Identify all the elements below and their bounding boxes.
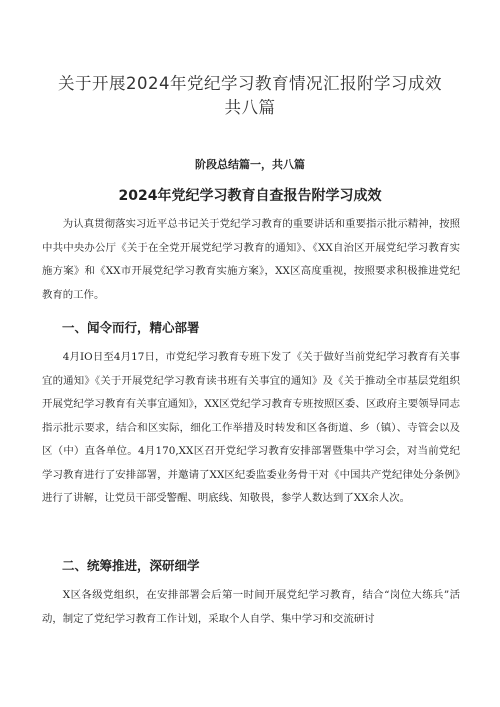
report-title: 2024年党纪学习教育自查报告附学习成效 bbox=[118, 188, 382, 204]
intro-paragraph: 为认真贯彻落实习近平总书记关于党纪学习教育的重要讲话和重要指示批示精神，按照中共中央办公厅《关于在全党开展党纪学习教育的通知》、《XX自治区开展党纪学习教育实施方案》和《XX市开展党纪学习教育实施方案》，XX区高度重视，按照要求积极推进党纪教育的工作。 bbox=[42, 218, 460, 301]
section-heading-2: 二、统筹推进，深研细学 bbox=[62, 558, 200, 573]
stage-summary-title: 阶段总结篇一，共八篇 bbox=[195, 158, 305, 171]
document-title-line1: 关于开展2024年党纪学习教育情况汇报附学习成效 bbox=[58, 74, 442, 93]
section-heading-1: 一、闻令而行，精心部署 bbox=[62, 320, 200, 335]
section1-paragraph: 4月IO日至4月17日，市党纪学习教育专班下发了《关于做好当前党纪学习教育有关事宜的通知》《关于开展党纪学习教育读书班有关事宜的通知》及《关于推动全市基层党组织开展党纪学习教育有关事宜通知》，XX区党纪学习教育专班按照区委、区政府主要领导同志指示批示要求，结合和区实际，细化工作举措及时转发和区各街道、乡（镇）、寺管会以及区（中）直各单位。4月170,XX区召开党纪学习教育安排部署暨集中学习会，对当前党纪学习教育进行了安排部署，并邀请了XX区纪委监委业务骨干对《中国共产党纪律处分条例》进行了讲解，让党员干部受警醒、明底线、知敬畏，参学人数达到了XX余人次。 bbox=[42, 351, 460, 504]
document-title-line2: 共八篇 bbox=[224, 98, 276, 117]
section2-paragraph: X区各级党组织，在安排部署会后第一时间开展党纪学习教育，结合“岗位大练兵”活动，制定了党纪学习教育工作计划，采取个人自学、集中学习和交流研讨 bbox=[42, 589, 460, 625]
